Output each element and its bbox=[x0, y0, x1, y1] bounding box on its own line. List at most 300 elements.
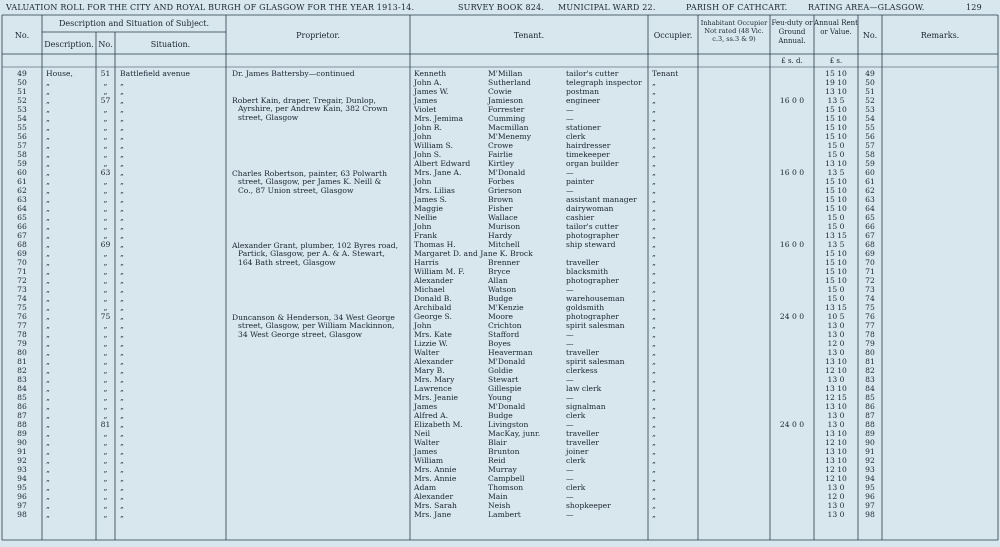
row-occupier: „ bbox=[652, 258, 656, 267]
row-annual-rent: 13 10 bbox=[825, 159, 847, 168]
row-occupation: painter bbox=[566, 177, 594, 186]
row-house-number: 75 bbox=[100, 312, 111, 321]
row-situation: „ bbox=[120, 501, 124, 510]
row-house-number: „ bbox=[103, 384, 108, 393]
row-house-number: „ bbox=[103, 159, 108, 168]
row-situation: „ bbox=[120, 141, 124, 150]
row-house-number: „ bbox=[103, 267, 108, 276]
row-situation: „ bbox=[120, 168, 124, 177]
col-occupier-header: Occupier. bbox=[653, 31, 693, 40]
row-tenant-surname: Stewart bbox=[488, 375, 519, 384]
table-row bbox=[0, 295, 1000, 303]
row-occupation: — bbox=[566, 168, 574, 177]
row-description: „ bbox=[46, 411, 50, 420]
table-row bbox=[0, 88, 1000, 96]
row-occupation: — bbox=[566, 375, 574, 384]
row-occupation: engineer bbox=[566, 96, 601, 105]
row-number: 93 bbox=[17, 465, 27, 474]
row-house-number: „ bbox=[103, 294, 108, 303]
table-row bbox=[0, 196, 1000, 204]
row-house-number: „ bbox=[103, 366, 108, 375]
row-number-right: 68 bbox=[865, 240, 875, 249]
row-tenant-surname: M'Millan bbox=[488, 69, 523, 78]
row-number: 49 bbox=[17, 69, 27, 78]
row-occupier: „ bbox=[652, 447, 656, 456]
table-row bbox=[0, 367, 1000, 375]
row-occupation: law clerk bbox=[566, 384, 602, 393]
row-number-right: 95 bbox=[865, 483, 875, 492]
row-number: 90 bbox=[17, 438, 27, 447]
row-tenant-first: James bbox=[414, 96, 438, 105]
row-occupation: — bbox=[566, 105, 574, 114]
row-tenant-first: George S. bbox=[414, 312, 452, 321]
row-description: „ bbox=[46, 285, 50, 294]
row-description: „ bbox=[46, 159, 50, 168]
table-row bbox=[0, 475, 1000, 483]
table-row bbox=[0, 232, 1000, 240]
row-number-right: 57 bbox=[865, 141, 875, 150]
row-number-right: 90 bbox=[865, 438, 875, 447]
row-occupier: „ bbox=[652, 132, 656, 141]
row-tenant-first: Albert Edward bbox=[414, 159, 471, 168]
row-number: 82 bbox=[17, 366, 27, 375]
row-tenant-first: Alexander bbox=[414, 492, 454, 501]
proprietor-duncanson-line2: street, Glasgow, per William Mackinnon, bbox=[238, 321, 395, 331]
row-tenant-surname: Thomson bbox=[488, 483, 524, 492]
row-occupier: „ bbox=[652, 222, 656, 231]
row-house-number: „ bbox=[103, 474, 108, 483]
row-number-right: 86 bbox=[865, 402, 875, 411]
row-number-right: 64 bbox=[865, 204, 875, 213]
row-occupier: „ bbox=[652, 411, 656, 420]
row-occupation: signalman bbox=[566, 402, 606, 411]
survey-book: SURVEY BOOK 824. bbox=[458, 3, 545, 12]
proprietor-kain-line2: Ayrshire, per Andrew Kain, 382 Crown bbox=[238, 104, 388, 114]
row-occupation: — bbox=[566, 114, 574, 123]
row-situation: „ bbox=[120, 276, 124, 285]
table-row bbox=[0, 430, 1000, 438]
row-annual-rent: 19 10 bbox=[825, 78, 847, 87]
row-description: „ bbox=[46, 168, 50, 177]
row-annual-rent: 10 5 bbox=[827, 312, 845, 321]
row-occupier: „ bbox=[652, 366, 656, 375]
row-annual-rent: 12 10 bbox=[825, 474, 847, 483]
row-description: „ bbox=[46, 258, 50, 267]
col-no-right-header: No. bbox=[862, 31, 878, 40]
row-number-right: 83 bbox=[865, 375, 875, 384]
row-number: 67 bbox=[17, 231, 27, 240]
row-occupier: „ bbox=[652, 357, 656, 366]
table-row bbox=[0, 112, 1000, 123]
proprietor-robertson-line1: Charles Robertson, painter, 63 Polwarth bbox=[232, 169, 387, 178]
row-tenant-first: Mrs. Jeanie bbox=[414, 393, 459, 402]
table-row bbox=[0, 304, 1000, 312]
row-occupation: goldsmith bbox=[566, 303, 605, 312]
row-annual-rent: 13 10 bbox=[825, 402, 847, 411]
row-number-right: 72 bbox=[865, 276, 875, 285]
row-tenant-surname: Main bbox=[488, 492, 508, 501]
row-number: 58 bbox=[17, 150, 27, 159]
row-occupation: organ builder bbox=[566, 159, 619, 168]
row-situation: „ bbox=[120, 420, 124, 429]
row-tenant-first: Mrs. Jemima bbox=[414, 114, 464, 123]
row-tenant-surname: Livingston bbox=[488, 420, 529, 429]
row-annual-rent: 15 10 bbox=[825, 276, 847, 285]
row-occupier: „ bbox=[652, 150, 656, 159]
row-situation: „ bbox=[120, 303, 124, 312]
row-annual-rent: 13 5 bbox=[827, 96, 845, 105]
row-annual-rent: 13 0 bbox=[827, 375, 845, 384]
row-occupier: „ bbox=[652, 123, 656, 132]
row-situation: „ bbox=[120, 195, 124, 204]
row-tenant-first: Alfred A. bbox=[414, 411, 449, 420]
row-annual-rent: 13 5 bbox=[827, 240, 845, 249]
row-number-right: 88 bbox=[865, 420, 875, 429]
table-row bbox=[0, 169, 1000, 177]
row-annual-rent: 15 10 bbox=[825, 258, 847, 267]
row-number: 53 bbox=[17, 105, 27, 114]
table-row bbox=[0, 403, 1000, 411]
row-description: „ bbox=[46, 312, 50, 321]
row-number: 92 bbox=[17, 456, 27, 465]
row-situation: „ bbox=[120, 231, 124, 240]
row-tenant-surname: Brown bbox=[488, 195, 514, 204]
row-house-number: „ bbox=[103, 123, 108, 132]
row-annual-rent: 15 0 bbox=[827, 222, 845, 231]
row-annual-rent: 12 0 bbox=[827, 492, 845, 501]
row-tenant-first: William bbox=[414, 456, 444, 465]
row-description: „ bbox=[46, 438, 50, 447]
row-tenant-first: Kenneth bbox=[414, 69, 447, 78]
row-annual-rent: 12 15 bbox=[825, 393, 847, 402]
row-occupier: „ bbox=[652, 231, 656, 240]
row-occupation: postman bbox=[566, 87, 600, 96]
table-row bbox=[0, 457, 1000, 465]
row-occupier: „ bbox=[652, 465, 656, 474]
row-number: 59 bbox=[17, 159, 27, 168]
row-tenant-first: James bbox=[414, 402, 438, 411]
row-occupation: — bbox=[566, 339, 574, 348]
row-tenant-surname: Lambert bbox=[488, 510, 521, 519]
row-annual-rent: 13 5 bbox=[827, 168, 845, 177]
table-row bbox=[0, 286, 1000, 294]
row-occupier: „ bbox=[652, 510, 656, 519]
row-tenant-surname: Crichton bbox=[488, 321, 522, 330]
row-tenant-surname: Watson bbox=[488, 285, 517, 294]
row-number-right: 87 bbox=[865, 411, 875, 420]
row-situation: „ bbox=[120, 456, 124, 465]
row-situation: „ bbox=[120, 402, 124, 411]
row-tenant-first: Violet bbox=[414, 105, 437, 114]
row-tenant-first: Thomas H. bbox=[414, 240, 456, 249]
row-annual-rent: 12 10 bbox=[825, 465, 847, 474]
row-tenant-surname: Campbell bbox=[488, 474, 525, 483]
table-row bbox=[0, 385, 1000, 393]
row-house-number: „ bbox=[103, 114, 108, 123]
row-annual-rent: 15 10 bbox=[825, 114, 847, 123]
row-number: 70 bbox=[17, 258, 27, 267]
row-situation: „ bbox=[120, 240, 124, 249]
row-occupier: „ bbox=[652, 294, 656, 303]
row-occupation: spirit salesman bbox=[566, 357, 625, 366]
row-situation: „ bbox=[120, 321, 124, 330]
row-occupation: joiner bbox=[566, 447, 589, 456]
row-tenant-surname: MacKay, junr. bbox=[488, 429, 541, 438]
row-number: 81 bbox=[17, 357, 27, 366]
row-number-right: 74 bbox=[865, 294, 875, 303]
row-tenant-surname: Boyes bbox=[488, 339, 511, 348]
row-tenant-surname: Budge bbox=[488, 411, 513, 420]
row-tenant-first: Lawrence bbox=[414, 384, 452, 393]
row-occupation: photographer bbox=[566, 231, 619, 240]
row-occupation: tailor's cutter bbox=[566, 69, 619, 78]
row-occupier: „ bbox=[652, 267, 656, 276]
row-description: „ bbox=[46, 204, 50, 213]
row-number: 50 bbox=[17, 78, 27, 87]
row-annual-rent: 15 0 bbox=[827, 150, 845, 159]
row-number-right: 54 bbox=[865, 114, 875, 123]
row-number: 95 bbox=[17, 483, 27, 492]
row-description: „ bbox=[46, 249, 50, 258]
row-occupier: „ bbox=[652, 159, 656, 168]
row-occupation: shopkeeper bbox=[566, 501, 611, 510]
row-description: „ bbox=[46, 357, 50, 366]
row-description: „ bbox=[46, 222, 50, 231]
row-feu-duty: 16 0 0 bbox=[779, 240, 805, 249]
roll-title: VALUATION ROLL FOR THE CITY AND ROYAL BURGH OF GLASGOW FOR THE YEAR 1913-14. bbox=[6, 3, 415, 12]
row-description: „ bbox=[46, 474, 50, 483]
row-number-right: 76 bbox=[865, 312, 875, 321]
row-description: „ bbox=[46, 483, 50, 492]
row-tenant-surname: Jamieson bbox=[488, 96, 524, 105]
row-number: 69 bbox=[17, 249, 27, 258]
row-annual-rent: 15 10 bbox=[825, 186, 847, 195]
row-tenant-surname: Gillespie bbox=[488, 384, 522, 393]
row-annual-rent: 13 10 bbox=[825, 456, 847, 465]
row-tenant-surname: Neish bbox=[488, 501, 511, 510]
row-number-right: 66 bbox=[865, 222, 875, 231]
row-number-right: 73 bbox=[865, 285, 875, 294]
row-occupier: „ bbox=[652, 456, 656, 465]
row-situation: „ bbox=[120, 438, 124, 447]
row-house-number: „ bbox=[103, 87, 108, 96]
row-house-number: „ bbox=[103, 492, 108, 501]
row-occupation: assistant manager bbox=[566, 195, 637, 204]
row-house-number: „ bbox=[103, 258, 108, 267]
row-tenant-surname: M'Donald bbox=[488, 402, 526, 411]
table-row bbox=[0, 466, 1000, 474]
row-number: 78 bbox=[17, 330, 27, 339]
row-annual-rent: 15 10 bbox=[825, 204, 847, 213]
row-tenant-surname: M'Kenzie bbox=[488, 303, 524, 312]
row-description: „ bbox=[46, 267, 50, 276]
row-description: „ bbox=[46, 276, 50, 285]
row-occupier: „ bbox=[652, 96, 656, 105]
row-number: 72 bbox=[17, 276, 27, 285]
row-situation: „ bbox=[120, 222, 124, 231]
row-annual-rent: 13 0 bbox=[827, 483, 845, 492]
row-annual-rent: 13 15 bbox=[825, 231, 847, 240]
table-row bbox=[0, 259, 1000, 267]
row-number: 65 bbox=[17, 213, 27, 222]
row-house-number: „ bbox=[103, 195, 108, 204]
row-description: „ bbox=[46, 78, 50, 87]
row-description: House, bbox=[46, 69, 73, 78]
row-tenant-surname: Forbes bbox=[488, 177, 515, 186]
row-situation: „ bbox=[120, 114, 124, 123]
row-number: 89 bbox=[17, 429, 27, 438]
row-tenant-first: Adam bbox=[414, 483, 437, 492]
row-tenant-surname: Murray bbox=[488, 465, 517, 474]
row-occupier: „ bbox=[652, 438, 656, 447]
row-tenant-surname: Budge bbox=[488, 294, 513, 303]
proprietor-robertson-line3: Co., 87 Union street, Glasgow bbox=[238, 185, 354, 195]
row-tenant-surname: Goldie bbox=[488, 366, 513, 375]
col-no-header: No. bbox=[14, 31, 30, 40]
proprietor-robertson-line2: street, Glasgow, per James K. Neill & bbox=[238, 177, 382, 187]
row-number: 55 bbox=[17, 123, 27, 132]
parish: PARISH OF CATHCART. bbox=[686, 3, 788, 12]
row-number: 61 bbox=[17, 177, 27, 186]
row-description: „ bbox=[46, 294, 50, 303]
row-description: „ bbox=[46, 393, 50, 402]
row-occupier: „ bbox=[652, 339, 656, 348]
row-tenant-surname: Forrester bbox=[488, 105, 525, 114]
row-tenant-first: Frank bbox=[414, 231, 437, 240]
proprietor-grant-line2: Partick, Glasgow, per A. & A. Stewart, bbox=[238, 249, 385, 259]
row-description: „ bbox=[46, 330, 50, 339]
row-occupier: „ bbox=[652, 249, 656, 258]
row-annual-rent: 15 10 bbox=[825, 267, 847, 276]
col-proprietor-header: Proprietor. bbox=[296, 31, 340, 40]
row-annual-rent: 12 10 bbox=[825, 366, 847, 375]
row-annual-rent: 13 10 bbox=[825, 357, 847, 366]
row-situation: „ bbox=[120, 474, 124, 483]
row-number-right: 63 bbox=[865, 195, 875, 204]
row-situation: „ bbox=[120, 393, 124, 402]
row-tenant-first: Donald B. bbox=[414, 294, 452, 303]
row-occupier: „ bbox=[652, 312, 656, 321]
row-situation: „ bbox=[120, 357, 124, 366]
row-house-number: „ bbox=[103, 393, 108, 402]
row-tenant-surname: Stafford bbox=[488, 330, 520, 339]
row-occupation: telegraph inspector bbox=[566, 78, 642, 87]
row-house-number: 81 bbox=[100, 420, 111, 429]
table-row bbox=[0, 511, 1000, 519]
row-situation: „ bbox=[120, 150, 124, 159]
row-house-number: „ bbox=[103, 105, 108, 114]
row-description: „ bbox=[46, 510, 50, 519]
row-tenant-surname: Moore bbox=[488, 312, 514, 321]
row-occupation: clerk bbox=[566, 456, 586, 465]
row-occupation: photographer bbox=[566, 312, 619, 321]
row-tenant-first: Mrs. Kate bbox=[414, 330, 452, 339]
row-tenant-first: Michael bbox=[414, 285, 445, 294]
table-row bbox=[0, 106, 1000, 114]
row-tenant-first: Mrs. Sarah bbox=[414, 501, 457, 510]
row-number: 56 bbox=[17, 132, 27, 141]
row-annual-rent: 15 10 bbox=[825, 249, 847, 258]
row-occupation: — bbox=[566, 186, 574, 195]
row-number: 68 bbox=[17, 240, 27, 249]
row-occupier: Tenant bbox=[652, 69, 679, 78]
row-occupier: „ bbox=[652, 402, 656, 411]
rent-currency-units: £ s. bbox=[829, 57, 843, 65]
row-occupation: tailor's cutter bbox=[566, 222, 619, 231]
row-occupier: „ bbox=[652, 168, 656, 177]
row-number: 71 bbox=[17, 267, 27, 276]
row-tenant-surname: Heaverman bbox=[488, 348, 533, 357]
table-row bbox=[0, 250, 1000, 258]
row-annual-rent: 13 0 bbox=[827, 510, 845, 519]
row-occupier: „ bbox=[652, 285, 656, 294]
row-annual-rent: 13 10 bbox=[825, 384, 847, 393]
row-number: 51 bbox=[17, 87, 27, 96]
row-tenant-surname: Fairlie bbox=[488, 150, 513, 159]
row-situation: „ bbox=[120, 483, 124, 492]
row-occupier: „ bbox=[652, 393, 656, 402]
row-annual-rent: 15 10 bbox=[825, 123, 847, 132]
row-number: 88 bbox=[17, 420, 27, 429]
row-number: 79 bbox=[17, 339, 27, 348]
row-situation: „ bbox=[120, 510, 124, 519]
row-description: „ bbox=[46, 213, 50, 222]
row-feu-duty: 16 0 0 bbox=[779, 168, 805, 177]
row-house-number: „ bbox=[103, 357, 108, 366]
row-situation: „ bbox=[120, 294, 124, 303]
row-tenant-first: Walter bbox=[414, 438, 440, 447]
proprietor-grant-line3: 164 Bath street, Glasgow bbox=[238, 257, 336, 267]
row-house-number: „ bbox=[103, 483, 108, 492]
row-tenant-first: Mrs. Annie bbox=[414, 465, 457, 474]
table-row bbox=[0, 223, 1000, 231]
table-row bbox=[0, 349, 1000, 357]
row-occupation: traveller bbox=[566, 258, 599, 267]
row-number: 75 bbox=[17, 303, 27, 312]
col-desc-group-header: Description and Situation of Subject. bbox=[58, 19, 210, 28]
row-description: „ bbox=[46, 114, 50, 123]
table-row bbox=[0, 322, 1000, 330]
row-house-number: „ bbox=[103, 456, 108, 465]
row-occupation: — bbox=[566, 510, 574, 519]
row-house-number: „ bbox=[103, 375, 108, 384]
row-annual-rent: 13 0 bbox=[827, 348, 845, 357]
row-situation: „ bbox=[120, 258, 124, 267]
row-annual-rent: 13 15 bbox=[825, 303, 847, 312]
row-house-number: 69 bbox=[100, 240, 111, 249]
table-row bbox=[0, 160, 1000, 168]
row-situation: „ bbox=[120, 465, 124, 474]
row-house-number: 57 bbox=[100, 96, 111, 105]
row-number-right: 71 bbox=[865, 267, 875, 276]
row-number-right: 89 bbox=[865, 429, 875, 438]
row-number: 91 bbox=[17, 447, 27, 456]
col-inhabitant-header: Inhabitant Occupier Not rated (48 Vic. c.3, ss.3 & 9) bbox=[700, 19, 768, 43]
row-occupation: — bbox=[566, 285, 574, 294]
row-occupation: dairywoman bbox=[566, 204, 614, 213]
row-annual-rent: 15 10 bbox=[825, 195, 847, 204]
table-row bbox=[0, 133, 1000, 141]
row-number-right: 93 bbox=[865, 465, 875, 474]
row-occupier: „ bbox=[652, 240, 656, 249]
row-number: 87 bbox=[17, 411, 27, 420]
table-row bbox=[0, 70, 1000, 78]
row-number: 83 bbox=[17, 375, 27, 384]
table-row bbox=[0, 358, 1000, 366]
row-number-right: 91 bbox=[865, 447, 875, 456]
row-number-right: 75 bbox=[865, 303, 875, 312]
row-tenant-surname: Cumming bbox=[488, 114, 526, 123]
